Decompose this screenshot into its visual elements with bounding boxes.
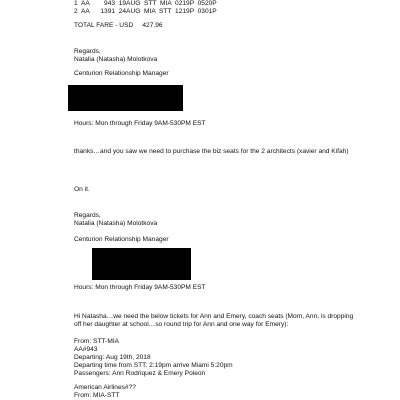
flight-number: American Airlines#??	[74, 384, 136, 391]
signature-name: Natalia (Natasha) Molotkova	[74, 56, 158, 63]
signature-regards: Regards,	[74, 212, 101, 219]
redaction-box	[68, 85, 183, 111]
departing-date: Departing: Aug 19th, 2018	[74, 354, 151, 361]
reply-message: On it.	[74, 186, 90, 193]
signature-regards: Regards,	[74, 48, 101, 55]
flight-number: AA#943	[74, 346, 98, 353]
departing-time: Departing time from STT: 2:19pm arrive Miami 5:20pm	[74, 362, 233, 369]
signature-hours: Hours: Mon through Friday 9AM-530PM EST	[74, 284, 206, 291]
signature-hours: Hours: Mon through Friday 9AM-530PM EST	[74, 120, 206, 127]
itinerary-row-1: 1 AA 943 19AUG STT MIA 0219P 0520P	[74, 0, 217, 7]
route-from: From: STT-MIA	[74, 338, 120, 345]
reply-message: thanks…and you saw we need to purchase the biz seats for the 2 architects (xavier and Kifah)	[74, 148, 349, 155]
signature-title: Centurion Relationship Manager	[74, 236, 169, 243]
redaction-box	[92, 248, 191, 280]
request-intro: Hi Natasha…we need the below tickets for Ann and Emery, coach seats (Mom, Ann, is dropping off her daughter at school…so round trip for Ann and one way for Emery):	[74, 313, 354, 328]
passengers: Passengers: Ann Rodriquez & Emery Poleon	[74, 370, 206, 377]
total-fare: TOTAL FARE - USD 427.96	[74, 22, 163, 29]
itinerary-row-2: 2 AA 1391 24AUG MIA STT 1219P 0301P	[74, 8, 217, 15]
route-from: From: MIA-STT	[74, 392, 120, 399]
signature-name: Natalia (Natasha) Molotkova	[74, 220, 158, 227]
signature-title: Centurion Relationship Manager	[74, 70, 169, 77]
